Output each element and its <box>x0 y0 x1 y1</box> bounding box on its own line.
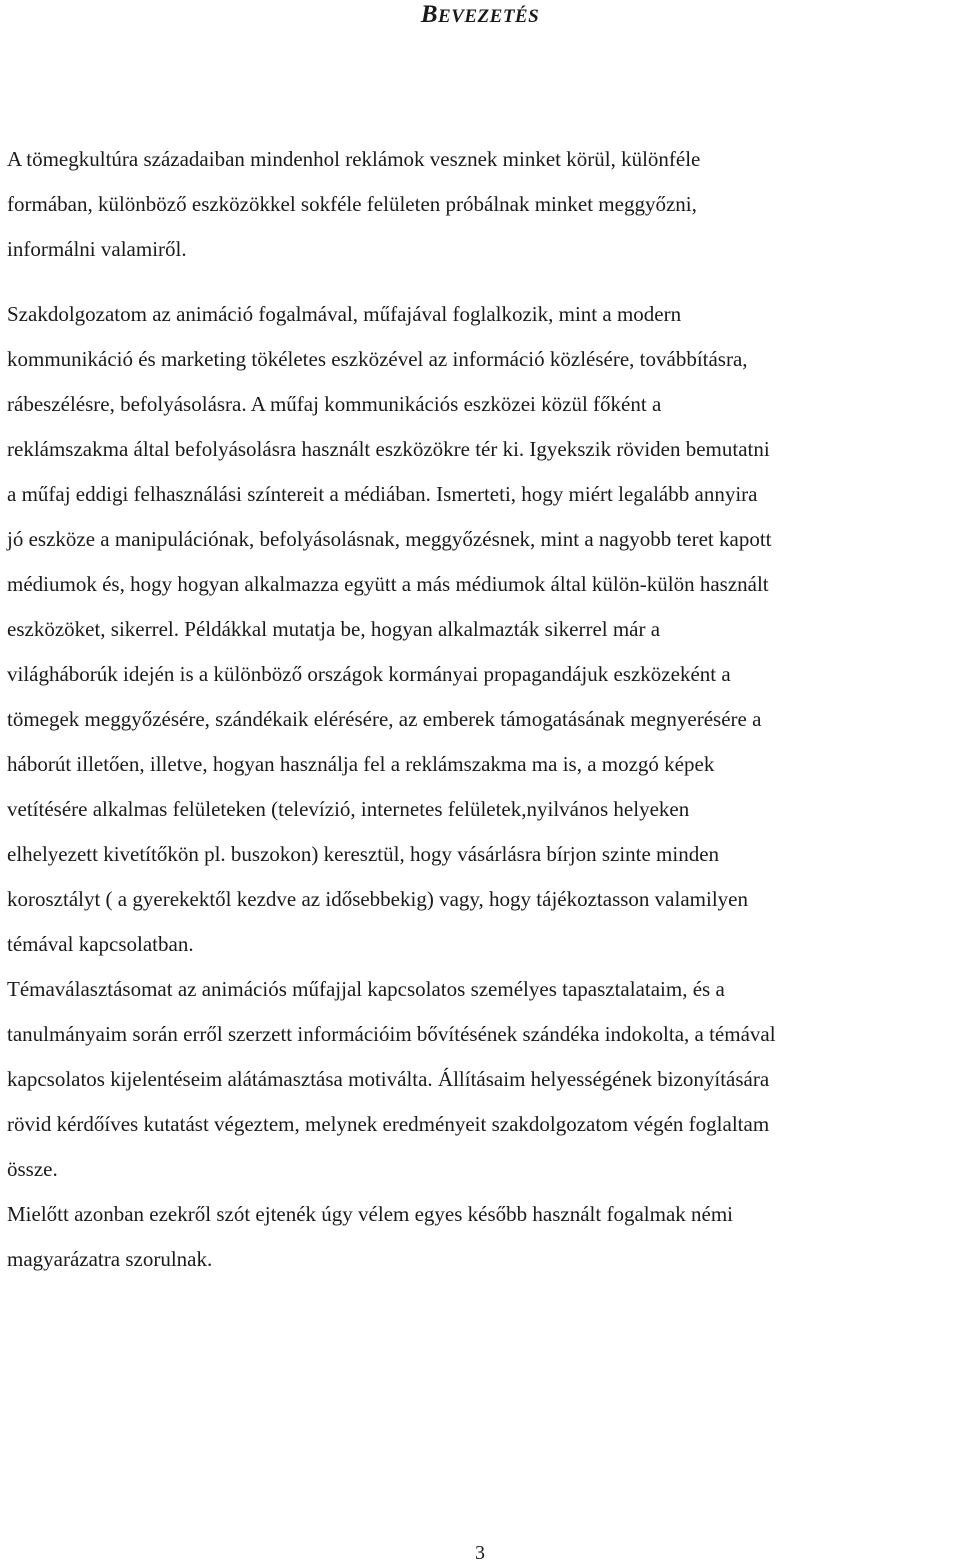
text-line: rövid kérdőíves kutatást végeztem, melynek eredményeit szakdolgozatom végén foglaltam <box>7 1112 770 1136</box>
text-line: A tömegkultúra századaiban mindenhol reklámok vesznek minket körül, különféle <box>7 147 701 171</box>
text-line: témával kapcsolatban. <box>7 932 194 956</box>
text-line: a műfaj eddigi felhasználási színtereit a médiában. Ismerteti, hogy miért legalább annyira <box>7 482 758 506</box>
text-line: vetítésére alkalmas felületeken (televízió, internetes felületek,nyilvános helyeken <box>7 797 690 821</box>
text-line: össze. <box>7 1157 58 1181</box>
text-line: tanulmányaim során erről szerzett információim bővítésének szándéka indokolta, a témával <box>7 1022 776 1046</box>
text-line: tömegek meggyőzésére, szándékaik elérésére, az emberek támogatásának megnyerésére a <box>7 707 762 731</box>
text-line: rábeszélésre, befolyásolásra. A műfaj kommunikációs eszközei közül főként a <box>7 392 662 416</box>
text-line: kapcsolatos kijelentéseim alátámasztása motiválta. Állításaim helyességének bizonyítására <box>7 1067 770 1091</box>
paragraph-intro <box>7 137 959 272</box>
text-line: világháborúk idején is a különböző országok kormányai propagandájuk eszközeként a <box>7 662 731 686</box>
text-line: jó eszköze a manipulációnak, befolyásolásnak, meggyőzésnek, mint a nagyobb teret kapott <box>7 527 772 551</box>
paragraph-main <box>7 292 959 1282</box>
text-line: formában, különböző eszközökkel sokféle felületen próbálnak minket meggyőzni, <box>7 192 697 216</box>
page-title <box>0 0 960 32</box>
text-line: informálni valamiről. <box>7 237 187 261</box>
text-line: magyarázatra szorulnak. <box>7 1247 213 1271</box>
text-line: Témaválasztásomat az animációs műfajjal kapcsolatos személyes tapasztalataim, és a <box>7 977 725 1001</box>
title-first-letter: B <box>420 1 439 28</box>
text-line: Szakdolgozatom az animáció fogalmával, műfajával foglalkozik, mint a modern <box>7 302 682 326</box>
text-line: háborút illetően, illetve, hogyan használja fel a reklámszakma ma is, a mozgó képek <box>7 752 715 776</box>
text-line: korosztályt ( a gyerekektől kezdve az idősebbekig) vagy, hogy tájékoztasson valamilyen <box>7 887 748 911</box>
text-line: reklámszakma által befolyásolásra használt eszközökre tér ki. Igyekszik röviden bemutatni <box>7 437 770 461</box>
text-line: eszközöket, sikerrel. Példákkal mutatja be, hogyan alkalmazták sikerrel már a <box>7 617 661 641</box>
text-line: kommunikáció és marketing tökéletes eszközével az információ közlésére, továbbításra, <box>7 347 748 371</box>
text-line: Mielőtt azonban ezekről szót ejtenék úgy vélem egyes később használt fogalmak némi <box>7 1202 734 1226</box>
text-line: médiumok és, hogy hogyan alkalmazza együtt a más médiumok által külön-külön használt <box>7 572 769 596</box>
text-line: elhelyezett kivetítőkön pl. buszokon) keresztül, hogy vásárlásra bírjon szinte minden <box>7 842 720 866</box>
page-number: 3 <box>475 1542 485 1564</box>
title-rest: EVEZETÉS <box>438 6 540 27</box>
